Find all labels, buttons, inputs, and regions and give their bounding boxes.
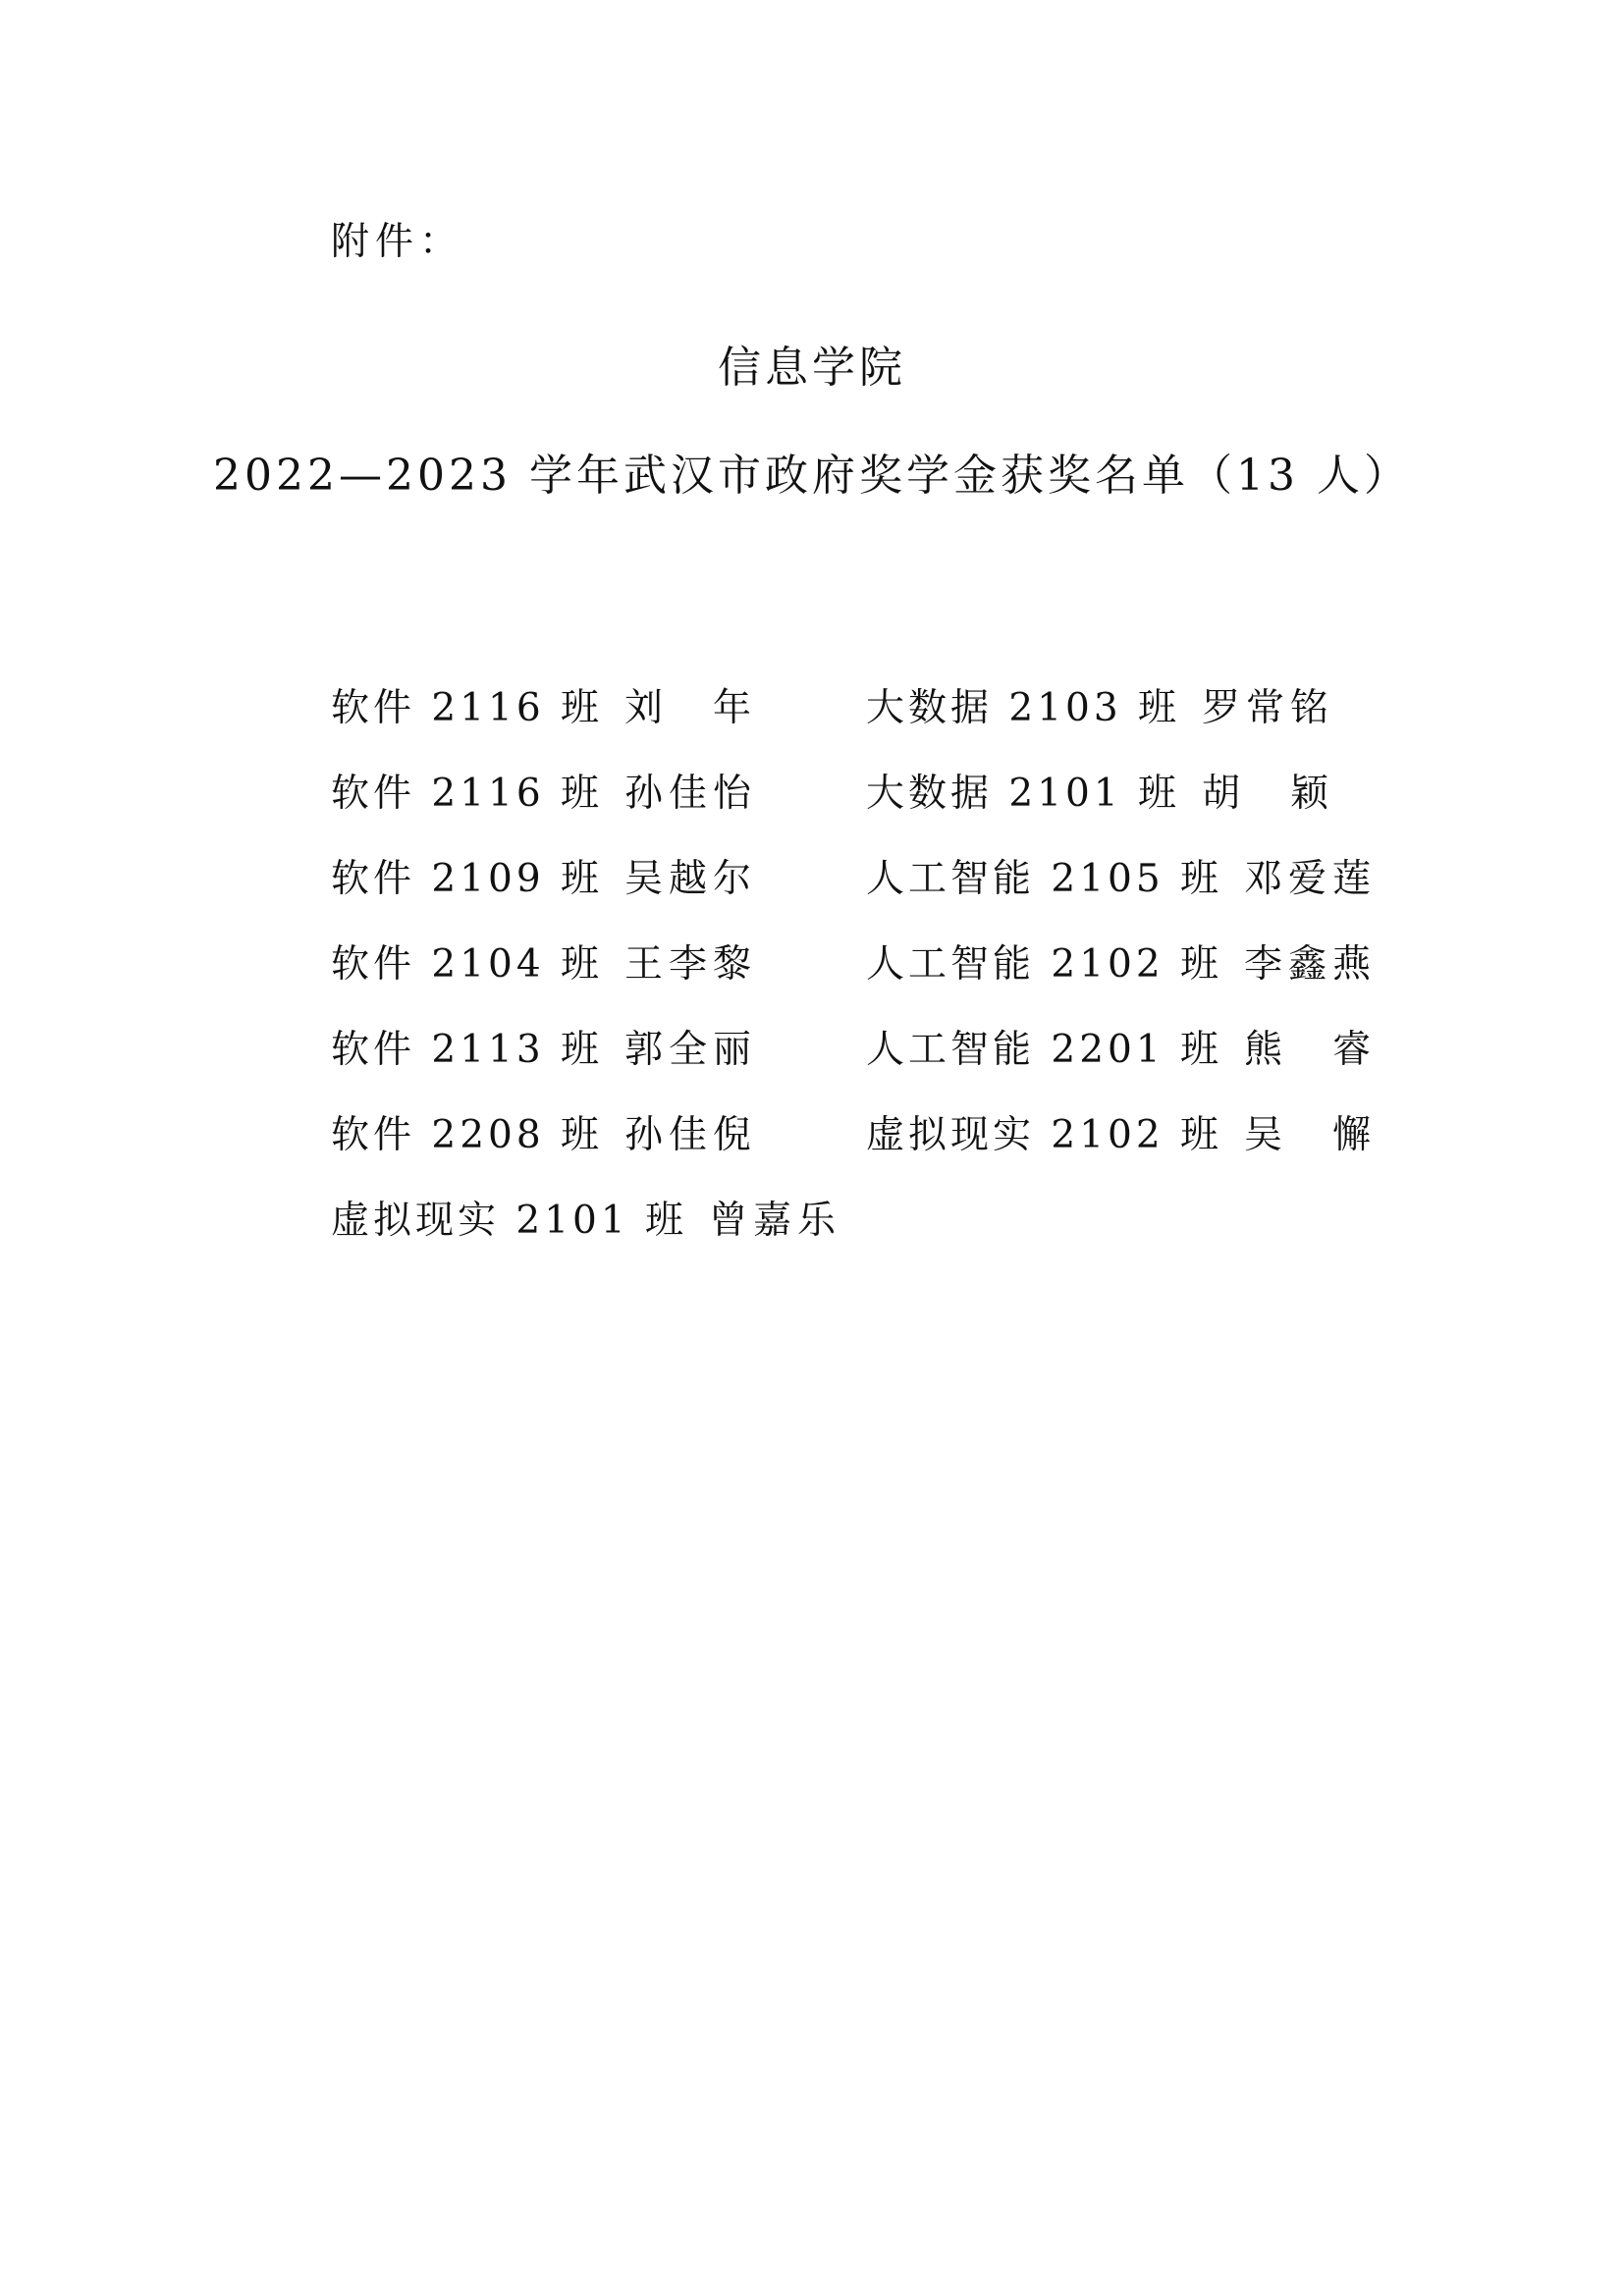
document-title [0,339,1624,506]
student-name: 胡 颖 [1202,772,1335,816]
class-label: 虚拟现实 2102 班 [866,1113,1223,1157]
list-item [866,1111,1377,1160]
class-label: 大数据 2103 班 [866,686,1181,730]
student-name: 吴越尔 [624,857,758,901]
list-item [331,855,757,904]
list-item [331,684,757,733]
list-item [866,855,1377,904]
list-item [866,1026,1377,1075]
class-label: 软件 2116 班 [331,686,604,730]
class-label: 软件 2109 班 [331,857,604,901]
title-school: 信息学院 [718,343,906,393]
list-item [331,940,757,989]
class-label: 软件 2208 班 [331,1113,604,1157]
student-name: 熊 睿 [1244,1028,1378,1072]
list-item [331,770,757,819]
student-name: 孙佳倪 [624,1113,758,1157]
list-item [866,940,1377,989]
student-name: 吴 懈 [1244,1113,1378,1157]
list-item [331,1026,757,1075]
student-name: 罗常铭 [1202,686,1335,730]
class-label: 人工智能 2201 班 [866,1028,1223,1072]
class-label: 软件 2113 班 [331,1028,604,1072]
student-name: 王李黎 [624,942,758,987]
class-label: 人工智能 2105 班 [866,857,1223,901]
class-label: 软件 2104 班 [331,942,604,987]
list-item [866,770,1334,819]
attachment-label: 附件： [331,220,464,264]
list-item [866,684,1334,733]
student-name: 邓爱莲 [1244,857,1378,901]
student-name: 曾嘉乐 [709,1199,842,1243]
student-name: 郭全丽 [624,1028,758,1072]
class-label: 软件 2116 班 [331,772,604,816]
student-name: 刘 年 [624,686,758,730]
title-list-heading: 2022—2023 学年武汉市政府奖学金获奖名单（13 人） [213,451,1411,501]
class-label: 大数据 2101 班 [866,772,1181,816]
student-name: 李鑫燕 [1244,942,1378,987]
list-item [331,1197,841,1246]
class-label: 人工智能 2102 班 [866,942,1223,987]
list-item [331,1111,757,1160]
student-name: 孙佳怡 [624,772,758,816]
class-label: 虚拟现实 2101 班 [331,1199,688,1243]
